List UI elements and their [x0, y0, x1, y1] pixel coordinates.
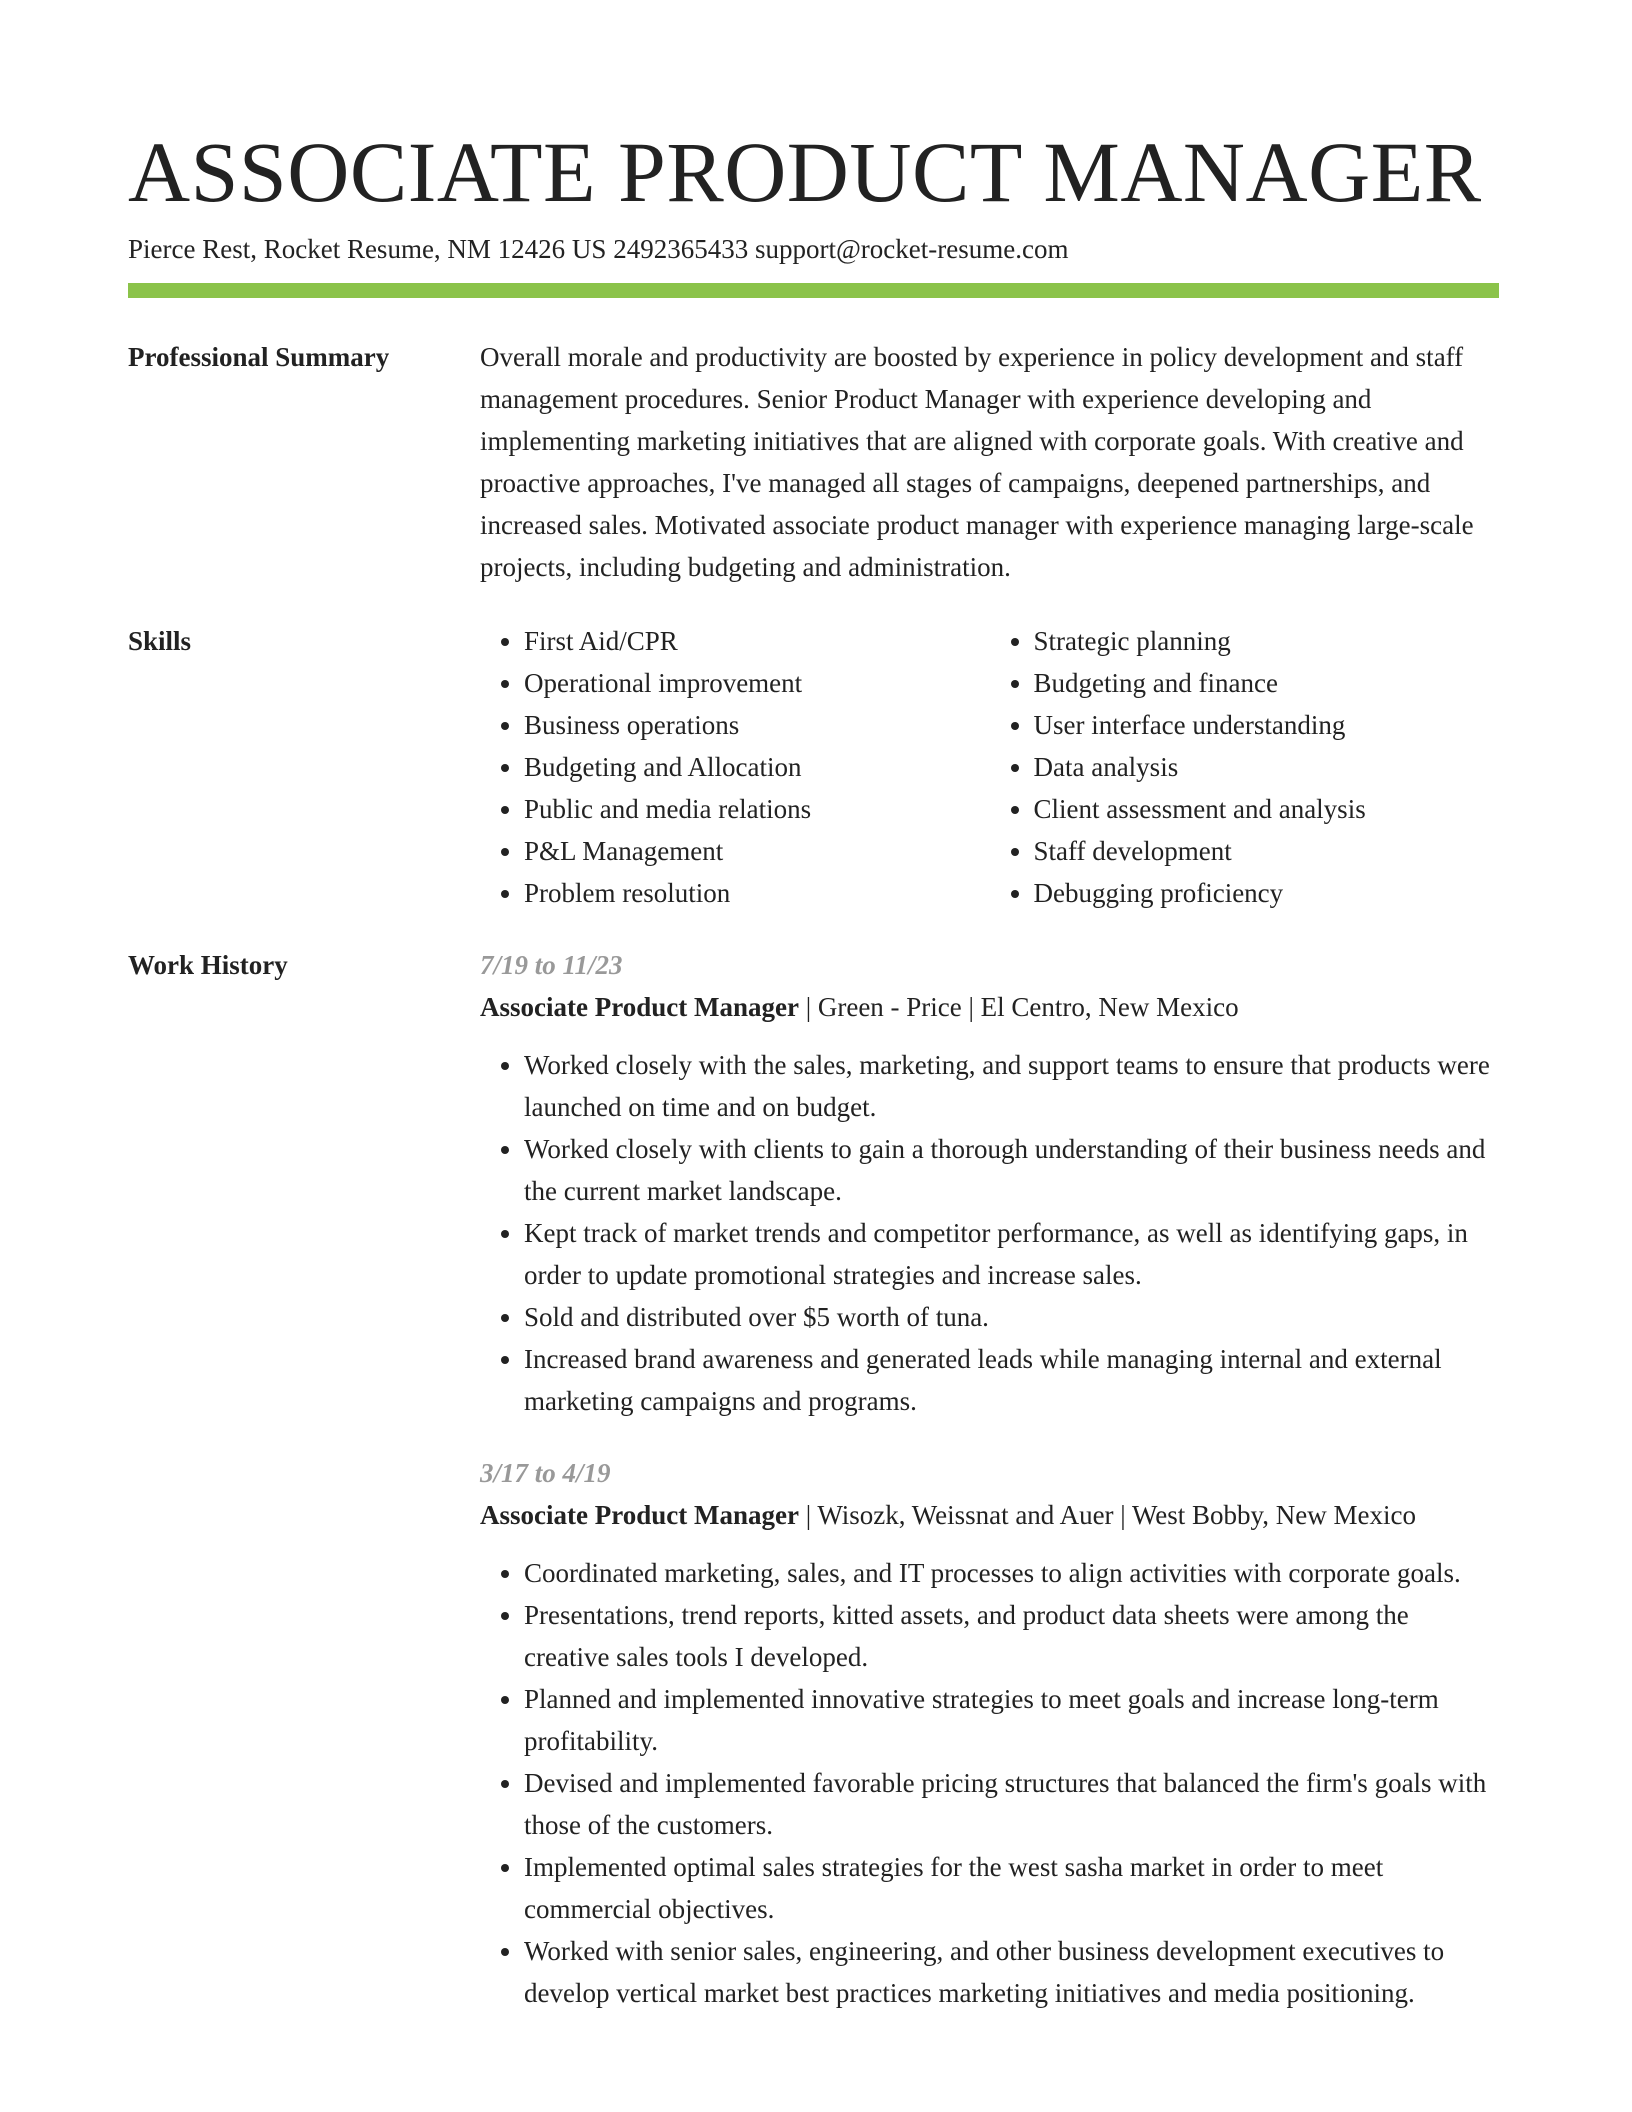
resume-name-heading: ASSOCIATE PRODUCT MANAGER	[128, 124, 1482, 220]
skill-item: • Data analysis	[1034, 746, 1500, 788]
job-heading	[480, 986, 1499, 1028]
skills-columns	[480, 620, 1499, 914]
job-bullet: • Worked closely with the sales, marketing, and support teams to ensure that products were launched on time and on budget.	[524, 1044, 1499, 1128]
accent-divider	[128, 283, 1499, 298]
skills-list-left	[480, 620, 990, 914]
job-bullet: • Planned and implemented innovative strategies to meet goals and increase long-term profitability.	[524, 1678, 1499, 1762]
skill-item: • Strategic planning	[1034, 620, 1500, 662]
job-entry	[480, 1452, 1499, 2014]
skills-section	[128, 620, 1499, 914]
skill-item: • Staff development	[1034, 830, 1500, 872]
summary-section-title: Professional Summary	[128, 342, 390, 372]
contact-line: Pierce Rest, Rocket Resume, NM 12426 US 2492365433 support@rocket-resume.com	[128, 234, 1069, 264]
job-bullet-list	[480, 1044, 1499, 1422]
job-bullet: • Sold and distributed over $5 worth of tuna.	[524, 1296, 1499, 1338]
job-details: | Green - Price | El Centro, New Mexico	[798, 992, 1239, 1022]
job-bullet: • Increased brand awareness and generated leads while managing internal and external marketing campaigns and programs.	[524, 1338, 1499, 1422]
job-bullet: • Coordinated marketing, sales, and IT processes to align activities with corporate goals.	[524, 1552, 1499, 1594]
job-heading	[480, 1494, 1499, 1536]
skill-item: • Budgeting and Allocation	[524, 746, 990, 788]
summary-section	[128, 336, 1499, 588]
job-bullet: • Presentations, trend reports, kitted assets, and product data sheets were among the creative sales tools I developed.	[524, 1594, 1499, 1678]
summary-text: Overall morale and productivity are boosted by experience in policy development and staff management procedures. Senior Product Manager with experience developing and implementing marketing initiatives that are aligned with corporate goals. With creative and proactive approaches, I've managed all stages of campaigns, deepened partnerships, and increased sales. Motivated associate product manager with experience managing large-scale projects, including budgeting and administration.	[480, 342, 1474, 582]
skill-item: • P&L Management	[524, 830, 990, 872]
job-title: Associate Product Manager	[480, 1500, 799, 1530]
work-history-section-title: Work History	[128, 950, 288, 980]
job-title: Associate Product Manager	[480, 992, 799, 1022]
job-bullet: • Devised and implemented favorable pricing structures that balanced the firm's goals with those of the customers.	[524, 1762, 1499, 1846]
job-dates: 3/17 to 4/19	[480, 1458, 611, 1488]
job-bullet: • Worked closely with clients to gain a thorough understanding of their business needs and the current market landscape.	[524, 1128, 1499, 1212]
skills-list-right	[990, 620, 1500, 914]
skill-item: • Public and media relations	[524, 788, 990, 830]
job-bullet: • Implemented optimal sales strategies for the west sasha market in order to meet commercial objectives.	[524, 1846, 1499, 1930]
summary-body	[480, 336, 1499, 588]
skill-item: • Operational improvement	[524, 662, 990, 704]
job-bullet: • Worked with senior sales, engineering, and other business development executives to develop vertical market best practices marketing initiatives and media positioning.	[524, 1930, 1499, 2014]
job-bullet: • Kept track of market trends and competitor performance, as well as identifying gaps, in order to update promotional strategies and increase sales.	[524, 1212, 1499, 1296]
skill-item: • Debugging proficiency	[1034, 872, 1500, 914]
skills-section-title: Skills	[128, 626, 192, 656]
skill-item: • Client assessment and analysis	[1034, 788, 1500, 830]
skill-item: • Business operations	[524, 704, 990, 746]
skill-item: • First Aid/CPR	[524, 620, 990, 662]
job-details: | Wisozk, Weissnat and Auer | West Bobby, New Mexico	[798, 1500, 1416, 1530]
skill-item: • Budgeting and finance	[1034, 662, 1500, 704]
skill-item: • User interface understanding	[1034, 704, 1500, 746]
job-bullet-list	[480, 1552, 1499, 2014]
skills-body	[480, 620, 1499, 914]
job-dates: 7/19 to 11/23	[480, 950, 623, 980]
job-entry	[480, 944, 1499, 1422]
work-history-section	[128, 944, 1499, 2014]
work-history-body	[480, 944, 1499, 2014]
skill-item: • Problem resolution	[524, 872, 990, 914]
